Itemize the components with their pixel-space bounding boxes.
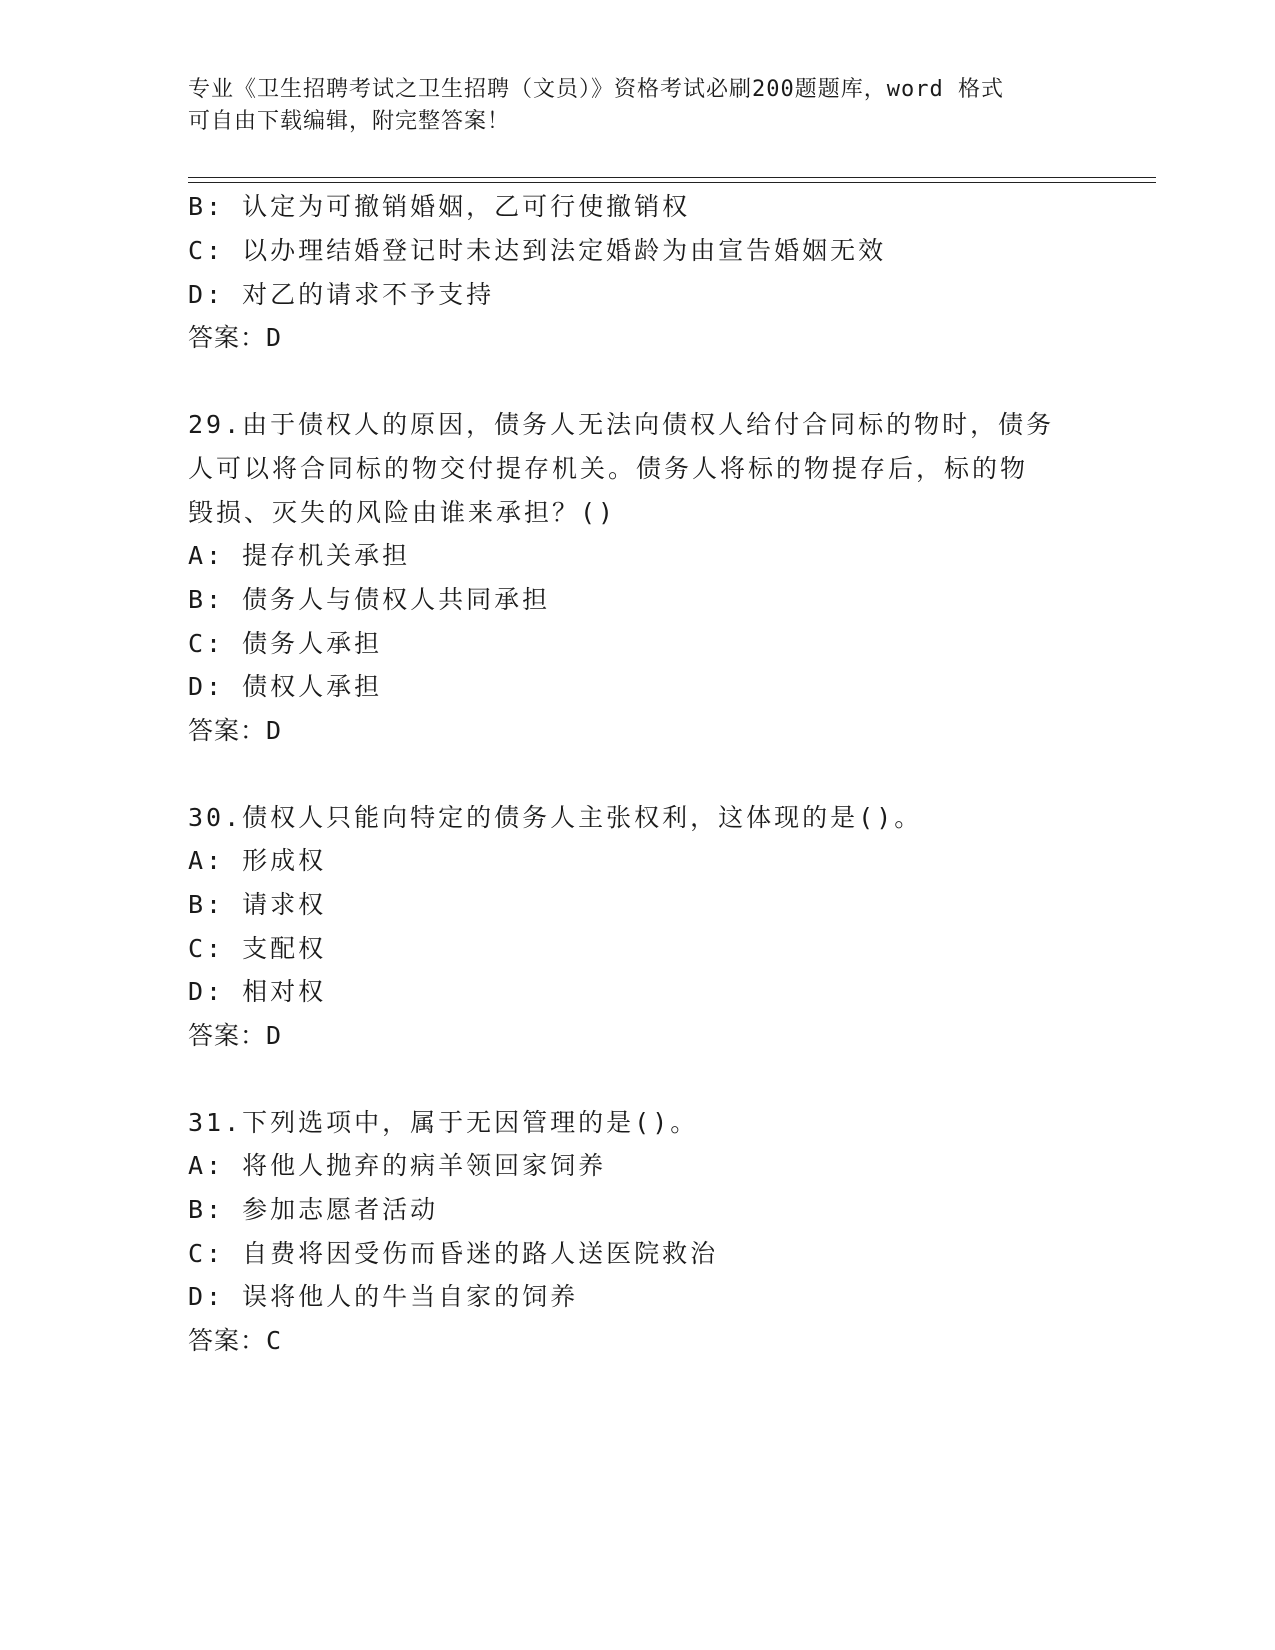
q31-option-b: B: 参加志愿者活动	[188, 1195, 439, 1224]
prev-option-d: D: 对乙的请求不予支持	[188, 280, 495, 309]
q30-option-d: D: 相对权	[188, 977, 327, 1006]
q29-stem-line-2: 人可以将合同标的物交付提存机关。债务人将标的物提存后，标的物	[188, 454, 1029, 483]
q29-stem-line-1: 29.由于债权人的原因，债务人无法向债权人给付合同标的物时，债务	[188, 410, 1055, 439]
q30-answer: 答案：D	[188, 1021, 283, 1050]
q31-option-c: C: 自费将因受伤而昏迷的路人送医院救治	[188, 1239, 719, 1268]
q31-answer: 答案：C	[188, 1326, 283, 1355]
q30-stem: 30.债权人只能向特定的债务人主张权利，这体现的是()。	[188, 803, 923, 832]
header-rule-top	[188, 177, 1156, 178]
q29-option-b: B: 债务人与债权人共同承担	[188, 585, 551, 614]
prev-option-c: C: 以办理结婚登记时未达到法定婚龄为由宣告婚姻无效	[188, 236, 887, 265]
q30-option-c: C: 支配权	[188, 934, 327, 963]
q29-stem-line-3: 毁损、灭失的风险由谁来承担？()	[188, 498, 617, 527]
prev-option-b: B: 认定为可撤销婚姻，乙可行使撤销权	[188, 192, 691, 221]
q31-stem: 31.下列选项中，属于无因管理的是()。	[188, 1108, 699, 1137]
header-line-2: 可自由下载编辑，附完整答案！	[188, 109, 511, 134]
header-line-1: 专业《卫生招聘考试之卫生招聘（文员）》资格考试必刷200题题库，word 格式	[188, 77, 1004, 102]
header-rule-bottom	[188, 182, 1156, 183]
document-header	[188, 74, 1088, 138]
q31-option-a: A: 将他人抛弃的病羊领回家饲养	[188, 1151, 607, 1180]
q31-option-d: D: 误将他人的牛当自家的饲养	[188, 1282, 579, 1311]
q30-option-a: A: 形成权	[188, 846, 327, 875]
q29-answer: 答案：D	[188, 716, 283, 745]
q29-option-d: D: 债权人承担	[188, 672, 383, 701]
q29-option-c: C: 债务人承担	[188, 629, 383, 658]
q29-option-a: A: 提存机关承担	[188, 541, 411, 570]
q30-option-b: B: 请求权	[188, 890, 327, 919]
prev-answer: 答案：D	[188, 323, 283, 352]
